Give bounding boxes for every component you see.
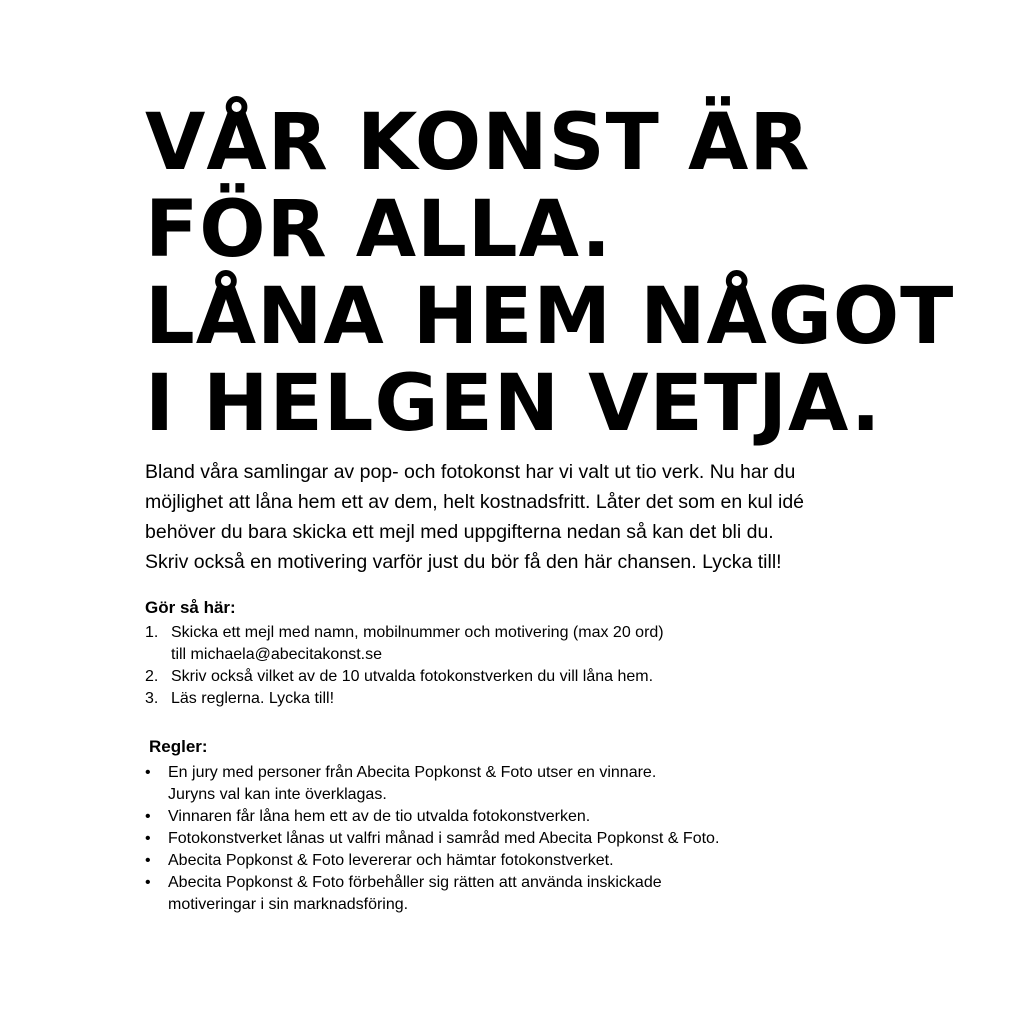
bullet-icon: • [145, 808, 151, 825]
rule-text-line-1: Abecita Popkonst & Foto levererar och hämtar fotokonstverket. [168, 852, 614, 869]
intro-line-2: möjlighet att låna hem ett av dem, helt kostnadsfritt. Låter det som en kul idé [145, 491, 805, 513]
rule-text-line-2: Juryns val kan inte överklagas. [168, 786, 387, 803]
step-text-line-1: Läs reglerna. Lycka till! [171, 690, 335, 707]
bullet-icon: • [145, 852, 151, 869]
step-text-line-1: Skriv också vilket av de 10 utvalda fotokonstverken du vill låna hem. [171, 668, 654, 685]
headline-line-1: VÅR KONST ÄR [145, 98, 811, 188]
rules-title: Regler: [149, 737, 208, 756]
step-text-line-1: Skicka ett mejl med namn, mobilnummer och motivering (max 20 ord) [171, 624, 664, 641]
howto-step-3 [145, 688, 664, 710]
intro-line-3: behöver du bara skicka ett mejl med uppgifterna nedan så kan det bli du. [145, 521, 774, 543]
headline-line-2: FÖR ALLA. [145, 185, 613, 275]
intro-line-4: Skriv också en motivering varför just du bör få den här chansen. Lycka till! [145, 551, 782, 573]
bullet-icon: • [145, 764, 151, 781]
rule-text-line-2: motiveringar i sin marknadsföring. [168, 896, 409, 913]
step-number: 2. [145, 668, 159, 685]
headline-line-4: I HELGEN VETJA. [145, 359, 882, 449]
howto-step-2 [145, 666, 664, 688]
intro-paragraph [145, 457, 865, 577]
rule-item-1 [145, 762, 719, 806]
step-number: 3. [145, 690, 159, 707]
rule-item-4 [145, 850, 719, 872]
rule-text-line-1: Fotokonstverket lånas ut valfri månad i samråd med Abecita Popkonst & Foto. [168, 830, 720, 847]
rule-item-3 [145, 828, 719, 850]
rule-item-5 [145, 872, 719, 916]
headline-line-3: LÅNA HEM NÅGOT [145, 272, 955, 362]
howto-step-1 [145, 622, 664, 666]
step-text-line-2: till michaela@abecitakonst.se [171, 646, 383, 663]
rules-list [145, 762, 719, 916]
rule-text-line-1: Vinnaren får låna hem ett av de tio utvalda fotokonstverken. [168, 808, 591, 825]
howto-steps-list [145, 622, 664, 710]
howto-title: Gör så här: [145, 598, 236, 617]
headline [145, 100, 954, 448]
step-number: 1. [145, 624, 159, 641]
rule-text-line-1: Abecita Popkonst & Foto förbehåller sig rätten att använda inskickade [168, 874, 662, 891]
rule-item-2 [145, 806, 719, 828]
bullet-icon: • [145, 874, 151, 891]
intro-line-1: Bland våra samlingar av pop- och fotokonst har vi valt ut tio verk. Nu har du [145, 461, 796, 483]
bullet-icon: • [145, 830, 151, 847]
rule-text-line-1: En jury med personer från Abecita Popkonst & Foto utser en vinnare. [168, 764, 657, 781]
